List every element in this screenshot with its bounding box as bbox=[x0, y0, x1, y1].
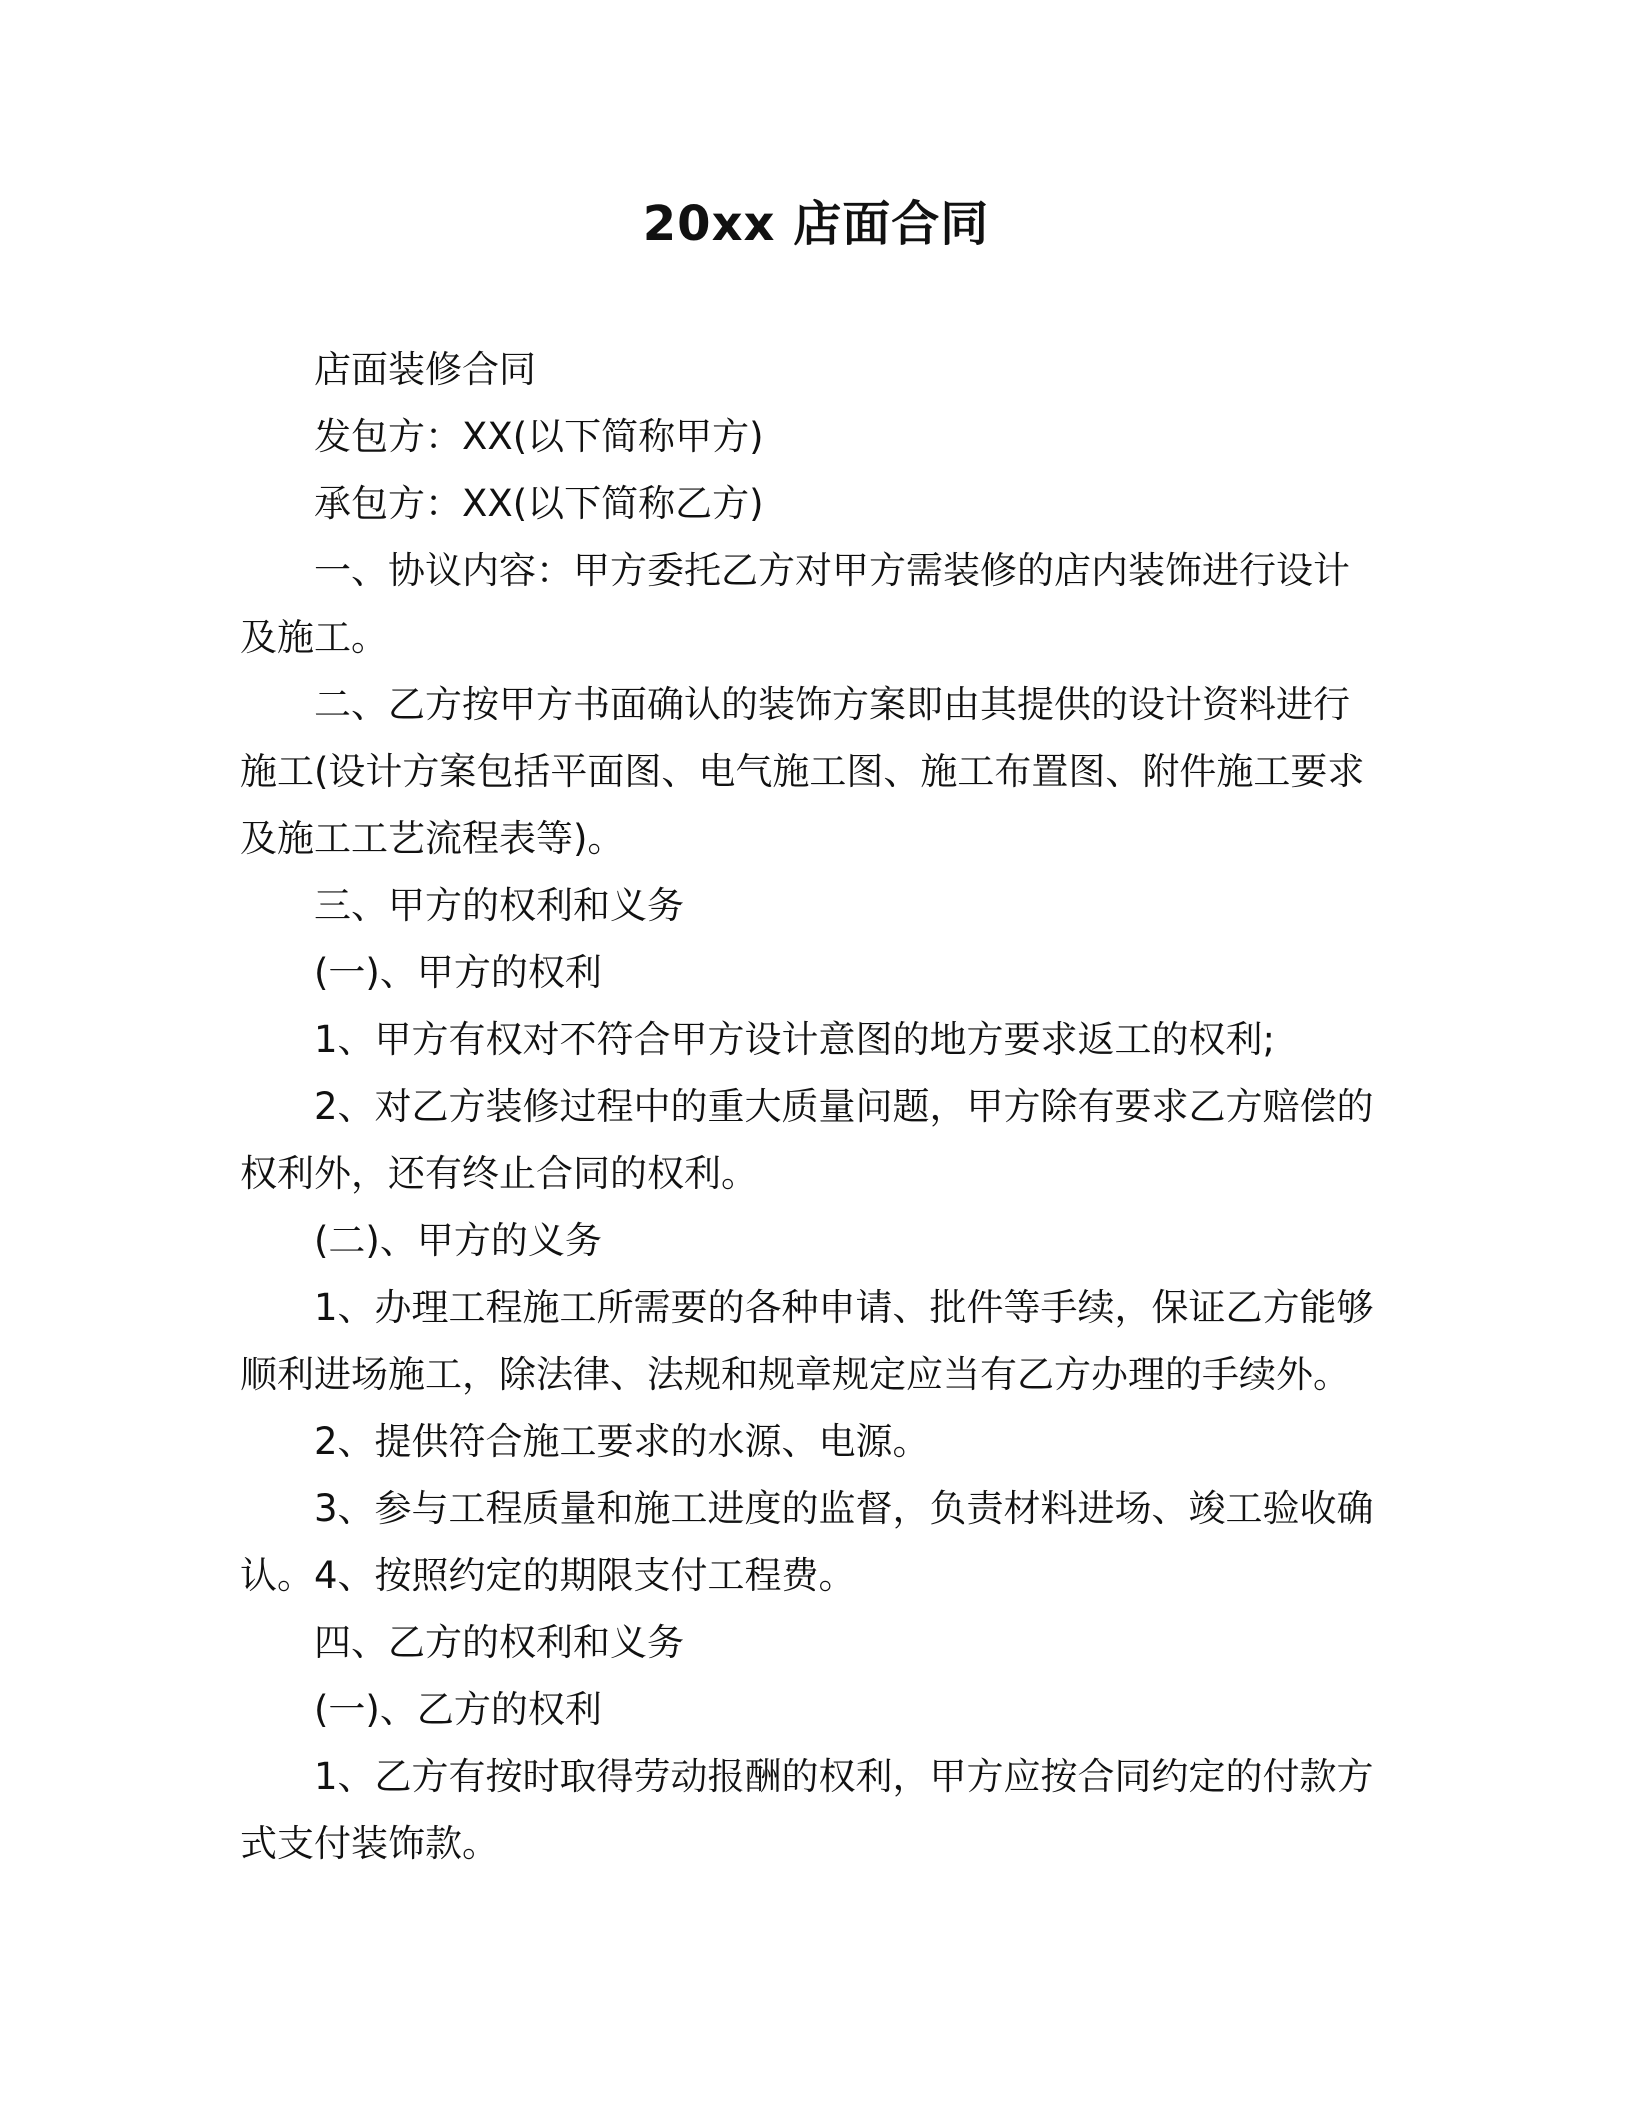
paragraph-party-a-right-1: 1、甲方有权对不符合甲方设计意图的地方要求返工的权利; bbox=[314, 1018, 1276, 1061]
document-title: 20xx 店面合同 bbox=[642, 196, 990, 252]
paragraph-party-a-duty-1: 1、办理工程施工所需要的各种申请、批件等手续，保证乙方能够顺利进场施工，除法律、法规和规章规定应当有乙方办理的手续外。 bbox=[240, 1286, 1374, 1396]
paragraph-party-b-rights-heading: (一)、乙方的权利 bbox=[314, 1688, 602, 1731]
paragraph-party-a-duty-2: 2、提供符合施工要求的水源、电源。 bbox=[314, 1420, 930, 1463]
paragraph-section-2: 二、乙方按甲方书面确认的装饰方案即由其提供的设计资料进行施工(设计方案包括平面图、电气施工图、施工布置图、附件施工要求及施工工艺流程表等)。 bbox=[240, 683, 1365, 860]
paragraph-contractor: 承包方：XX(以下简称乙方) bbox=[314, 482, 764, 525]
paragraph-party-a-duty-3-4: 3、参与工程质量和施工进度的监督，负责材料进场、竣工验收确认。4、按照约定的期限支付工程费。 bbox=[240, 1487, 1374, 1597]
paragraph-employer: 发包方：XX(以下简称甲方) bbox=[314, 415, 764, 458]
paragraph-section-4-heading: 四、乙方的权利和义务 bbox=[314, 1621, 684, 1664]
paragraph-party-b-right-1: 1、乙方有按时取得劳动报酬的权利，甲方应按合同约定的付款方式支付装饰款。 bbox=[240, 1755, 1374, 1865]
paragraph-party-a-right-2: 2、对乙方装修过程中的重大质量问题，甲方除有要求乙方赔偿的权利外，还有终止合同的权利。 bbox=[240, 1085, 1374, 1195]
paragraph-section-1: 一、协议内容：甲方委托乙方对甲方需装修的店内装饰进行设计及施工。 bbox=[240, 549, 1350, 659]
paragraph-section-3-heading: 三、甲方的权利和义务 bbox=[314, 884, 684, 927]
paragraph-party-a-rights-heading: (一)、甲方的权利 bbox=[314, 951, 602, 994]
paragraph-subtitle: 店面装修合同 bbox=[314, 348, 536, 391]
document-body bbox=[240, 336, 1376, 1877]
paragraph-party-a-duties-heading: (二)、甲方的义务 bbox=[314, 1219, 602, 1262]
